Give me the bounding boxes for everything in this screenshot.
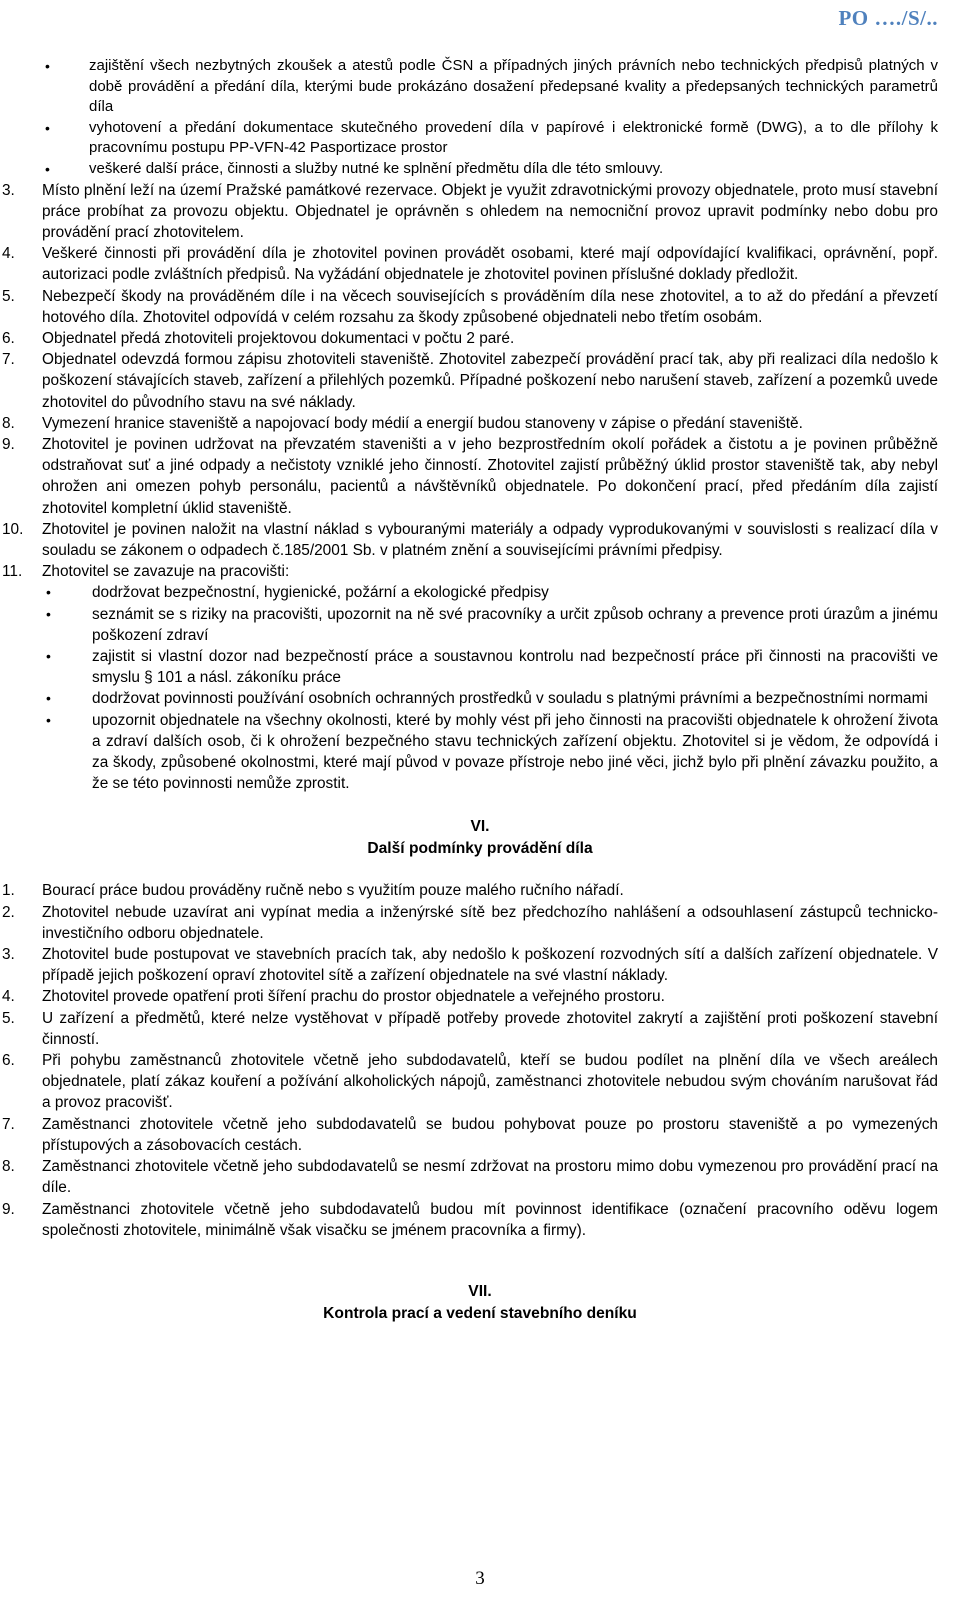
numbered-item xyxy=(0,880,960,901)
item-number: 9. xyxy=(2,1200,15,1218)
item-number: 7. xyxy=(2,1115,15,1133)
numbered-item xyxy=(0,1199,960,1241)
section-number: VII. xyxy=(468,1282,492,1300)
numbered-item xyxy=(0,986,960,1007)
item-text: Zhotovitel je povinen naložit na vlastní náklad s vybouranými materiály a odpady vyprodukovanými v souvislosti s realizací díla v souladu se zákonem o odpadech č.185/2001 Sb. v platném znění a souvisejícími právními předpisy. xyxy=(42,520,938,560)
document-body xyxy=(0,56,960,1325)
numbered-item xyxy=(0,902,960,944)
item-text: Objednatel předá zhotoviteli projektovou dokumentaci v počtu 2 paré. xyxy=(42,329,515,347)
section-title: Kontrola prací a vedení stavebního deníku xyxy=(323,1304,637,1322)
item-text: Bourací práce budou prováděny ručně nebo s využitím pouze malého ručního nářadí. xyxy=(42,882,624,900)
item-number: 2. xyxy=(2,903,15,921)
list-item: • dodržovat povinnosti používání osobních ochranných prostředků v souladu s platnými právními a bezpečnostními normami xyxy=(0,688,960,709)
section-number: VI. xyxy=(470,818,490,836)
item-number: 1. xyxy=(2,882,15,900)
item-number: 8. xyxy=(2,1158,15,1176)
numbered-item xyxy=(0,413,960,434)
item-text: Zhotovitel bude postupovat ve stavebních pracích tak, aby nedošlo k poškození rozvodných sítí a dalších zařízení objednatele. V případě jejich poškození opraví zhotovitel sítě a zařízení objednatele na své vlastní náklady. xyxy=(42,946,938,985)
numbered-item xyxy=(0,243,960,285)
item-text: Zaměstnanci zhotovitele včetně jeho subdodavatelů budou mít povinnost identifikace (označení pracovního oděvu logem společnosti zhotovitele, minimálně však visačku se jménem pracovníka a firmy). xyxy=(42,1200,938,1239)
item-text: Zhotovitel nebude uzavírat ani vypínat media a inženýrské sítě bez předchozího nahlášení a odsouhlasení zástupců technicko-investičního odboru objednatele. xyxy=(42,903,938,942)
numbered-item xyxy=(0,944,960,986)
item-number: 5. xyxy=(2,1009,15,1027)
page-number: 3 xyxy=(475,1568,485,1589)
item-number: 5. xyxy=(2,287,15,305)
item-number: 9. xyxy=(2,436,15,453)
item-text: Zhotovitel provede opatření proti šíření prachu do prostor objednatele a veřejného prostoru. xyxy=(42,988,665,1006)
section-title: Další podmínky provádění díla xyxy=(367,840,593,858)
item-text: Místo plnění leží na území Pražské památkové rezervace. Objekt je využit zdravotnickými provozy objednatele, proto musí stavební práce probíhat za provozu objektu. Objednatel je oprávněn s ohledem na nemocniční provoz upravit podmínky nebo dobu pro provádění prací zhotovitelem. xyxy=(42,181,938,241)
numbered-item xyxy=(0,328,960,349)
numbered-item xyxy=(0,1008,960,1050)
numbered-item xyxy=(0,1156,960,1198)
item-text: Zaměstnanci zhotovitele včetně jeho subdodavatelů se budou pohybovat pouze po prostoru staveniště a po vymezených přístupových a zásobovacích cestách. xyxy=(42,1115,938,1154)
numbered-item xyxy=(0,561,960,582)
numbered-item xyxy=(0,434,960,519)
numbered-item xyxy=(0,286,960,328)
item-number: 8. xyxy=(2,414,15,432)
item-number: 4. xyxy=(2,988,15,1006)
item-text: Objednatel odevzdá formou zápisu zhotoviteli staveniště. Zhotovitel zabezpečí provádění prací tak, aby při realizaci díla nedošlo k poškození stávajících staveb, zařízení a přilehlých pozemků. Případné poškození nebo narušení staveb, zařízení a pozemků uvede zhotovitel do původního stavu na své náklady. xyxy=(42,351,938,411)
list-item: • veškeré další práce, činnosti a služby nutné ke splnění předmětu díla dle této smlouvy. xyxy=(0,159,960,180)
list-item: • dodržovat bezpečnostní, hygienické, požární a ekologické předpisy xyxy=(0,582,960,603)
document-reference: PO …./S/.. xyxy=(838,6,938,30)
item-text: Při pohybu zaměstnanců zhotovitele včetně jeho subdodavatelů, kteří se budou podílet na plnění díla ve všech areálech objednatele, platí zákaz kouření a požívání alkoholických nápojů, zaměstnanci zhotovitele nebudou svým chováním narušovat řád a provoz pracovišť. xyxy=(42,1052,938,1112)
item-text: U zařízení a předmětů, které nelze vystěhovat v případě potřeby provede zhotovitel zakrytí a zajištění proti poškození stavební činností. xyxy=(42,1009,938,1048)
item-text: Vymezení hranice staveniště a napojovací body médií a energií budou stanoveny v zápise o předání staveniště. xyxy=(42,414,803,432)
numbered-item xyxy=(0,519,960,561)
list-item: • zajištění všech nezbytných zkoušek a atestů podle ČSN a případných jiných právních nebo technických předpisů platných v době provádění a předání díla, kterými bude prokázáno dosažení předepsané kvality a předepsaných technických parametrů díla xyxy=(0,56,960,118)
item-text: Zhotovitel se zavazuje na pracovišti: xyxy=(42,563,290,581)
numbered-item xyxy=(0,1114,960,1156)
item-number: 6. xyxy=(2,329,15,347)
list-item: • upozornit objednatele na všechny okolnosti, které by mohly vést při jeho činnosti na pracovišti objednatele k ohrožení života a zdraví dalších osob, či k ohrožení bezpečného stavu technických zařízení objektu. Zhotovitel si je vědom, že odpovídá i za škody, způsobené okolnostmi, které mají původ v povaze přístroje nebo jiné věci, jichž bylo při plnění závazku použito, a že se této povinnosti nemůže zprostit. xyxy=(0,710,960,795)
item-number: 4. xyxy=(2,245,15,263)
item-text: Zaměstnanci zhotovitele včetně jeho subdodavatelů se nesmí zdržovat na prostoru mimo dobu vymezenou pro provádění prací na díle. xyxy=(42,1158,938,1197)
item-text: Veškeré činnosti při provádění díla je zhotovitel povinen provádět osobami, které mají odpovídající kvalifikaci, oprávnění, popř. autorizaci podle zvláštních předpisů. Na vyžádání objednatele je zhotovitel povinen příslušné doklady předložit. xyxy=(42,245,938,284)
numbered-item xyxy=(0,180,960,244)
item-text: Zhotovitel je povinen udržovat na převzatém staveništi a v jeho bezprostředním okolí pořádek a čistotu a je povinen průběžně odstraňovat suť a jiné odpady a nečistoty vzniklé jeho činností. Zhotovitel zajistí průběžný úklid prostor staveniště tak, aby nebyl ohrožen ani omezen pohyb personálu, pacientů a návštěvníků objednatele. Po dokončení prací, před předáním díla zajistí zhotovitel kompletní úklid staveniště. xyxy=(42,436,938,517)
item-number: 11. xyxy=(2,563,23,581)
numbered-item xyxy=(0,1050,960,1114)
item-number: 7. xyxy=(2,351,15,369)
item-number: 3. xyxy=(2,181,15,199)
item-number: 6. xyxy=(2,1052,15,1070)
list-item: • zajistit si vlastní dozor nad bezpečností práce a soustavnou kontrolu nad bezpečností práce při činnosti na pracovišti ve smyslu § 101 a násl. zákoníku práce xyxy=(0,646,960,688)
item-text: Nebezpečí škody na prováděném díle i na věcech souvisejících s prováděním díla nese zhotovitel, a to až do předání a převzetí hotového díla. Zhotovitel odpovídá v celém rozsahu za škody způsobené objednateli nebo třetím osobám. xyxy=(42,287,938,326)
list-item: • vyhotovení a předání dokumentace skutečného provedení díla v papírové i elektronické formě (DWG), a to dle přílohy k pracovnímu postupu PP-VFN-42 Pasportizace prostor xyxy=(0,118,960,159)
list-item: • seznámit se s riziky na pracovišti, upozornit na ně své pracovníky a určit způsob ochrany a prevence proti úrazům a jinému poškození zdraví xyxy=(0,604,960,646)
item-number: 3. xyxy=(2,946,15,964)
numbered-item xyxy=(0,349,960,413)
item-number: 10. xyxy=(2,520,24,538)
